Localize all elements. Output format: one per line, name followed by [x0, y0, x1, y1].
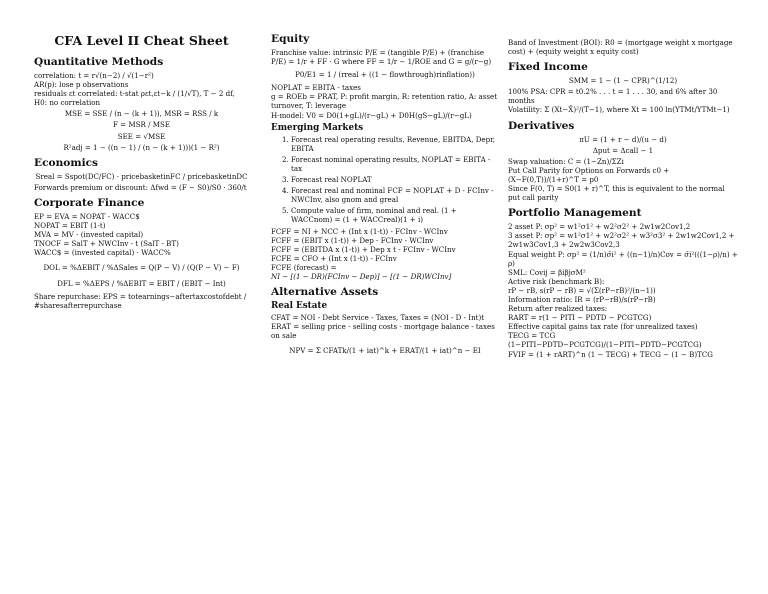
- corp-line: WACC$ = (invested capital) · WACC%: [34, 248, 171, 258]
- put-call-parity: Put Call Parity for Options on Forwards c0 + (X−F(0,T))/(1+r)^T = p0: [508, 165, 670, 184]
- r2adj-formula: R²adj = 1 − ((n − 1) / (n − (k + 1)))(1 − R²): [63, 142, 220, 152]
- list-item: 1. Forecast real operating results, Revenue, EBITDA, Depr, EBITA: [291, 135, 499, 153]
- list-item: 3. Forecast real NOPLAT: [291, 175, 499, 184]
- repurchase-formula: Share repurchase: EPS = totearnings−aftertaxcostofdebt / #sharesafterrepurchase: [34, 291, 247, 310]
- derivatives-heading: Derivatives: [508, 119, 575, 132]
- pm-line: Information ratio: IR = (rP−rB)/s(rP−rB): [508, 294, 656, 304]
- column-1: [34, 30, 249, 310]
- corp-heading: Corporate Finance: [34, 196, 145, 209]
- delta-put-formula: Δput = Δcall − 1: [592, 145, 654, 155]
- column-2: [271, 30, 499, 357]
- pm-line: 3 asset P: σp² = w1²σ1² + w2²σ2² + w3²σ3² + 2w1w2Cov1,2 + 2w1w3Cov1,3 + 2w2w3Cov2,3: [508, 231, 735, 250]
- corp-line: TNOCF = SalT + NWCInv - t (SalT - BT): [34, 239, 179, 249]
- correlation-formula: correlation: t = r√(n−2) / √(1−r²): [34, 71, 154, 80]
- residuals-note: residuals εt correlated: t-stat ρεt,εt−k / (1/√T), T − 2 df, H0: no correlation: [34, 89, 235, 108]
- npv-formula: NPV = Σ CFATk/(1 + iat)^k + ERAT/(1 + iat)^n − EI: [289, 346, 481, 356]
- pm-line: Effective capital gains tax rate (for unrealized taxes): [508, 322, 698, 332]
- see-formula: SEE = √MSE: [117, 131, 166, 141]
- fcf-line: FCFE (forecast) =: [271, 262, 337, 272]
- volatility-formula: Volatility: Σ (Xt−X̄)²/(T−1), where Xt = 100 ln(YTMt/YTMt−1): [508, 105, 730, 115]
- fcf-line: NI − [(1 − DR)(FCInv − Dep)] − [(1 − DR)WCInv]: [271, 271, 452, 281]
- franchise-value: Franchise value: intrinsic P/E = (tangible P/E) + (franchise P/E) = 1/r + FF · G where FF = 1/r − 1/ROE and G = g/(r−g): [271, 48, 492, 67]
- fixed-income-heading: Fixed Income: [508, 61, 588, 74]
- mse-formula: MSE = SSE / (n − (k + 1)), MSR = RSS / k: [64, 109, 219, 119]
- fcf-line: FCFF = (EBITDA x (1-t)) + Dep x t - FCInv - WCInv: [271, 244, 456, 254]
- quant-heading: Quantitative Methods: [34, 56, 164, 68]
- smm-formula: SMM = 1 − (1 − CPR)^(1/12): [568, 76, 678, 86]
- p0-e1-formula: P0/E1 = 1 / (rreal + ((1 − flowthrough)rinflation)): [295, 70, 475, 80]
- fcf-line: FCFF = NI + NCC + (Int x (1-t)) - FCInv - WCInv: [271, 226, 448, 236]
- fcf-line: FCFF = (EBIT x (1-t)) + Dep - FCInv - WCInv: [271, 235, 434, 245]
- h-model-formula: H-model: V0 = D0(1+gL)/(r−gL) + D0H(gS−gL)/(r−gL): [271, 110, 472, 120]
- noplat-formula: NOPLAT = EBITA - taxes: [271, 83, 361, 93]
- put-call-note: Since F(0, T) = S0(1 + r)^T, this is equivalent to the normal put call parity: [508, 184, 725, 203]
- list-item: 2. Forecast nominal operating results, NOPLAT = EBITA - tax: [291, 155, 499, 173]
- emerging-steps: [271, 135, 499, 225]
- boi-formula: Band of Investment (BOI): R0 = (mortgage weight x mortgage cost) + (equity weight x equity cost): [508, 38, 733, 57]
- corp-line: MVA = MV - (invested capital): [34, 230, 144, 240]
- alt-heading: Alternative Assets: [271, 286, 379, 299]
- real-estate-heading: Real Estate: [271, 301, 328, 312]
- psa-formula: 100% PSA: CPR = t0.2% . . . t = 1 . . . 30, and 6% after 30 months: [508, 87, 718, 106]
- ar-note: AR(p): lose p observations: [34, 80, 129, 90]
- equity-heading: Equity: [271, 33, 310, 45]
- list-item: 4. Forecast real and nominal FCF = NOPLAT + D - FCInv - NWCInv, also gnom and greal: [291, 186, 499, 204]
- pm-line: rP − rB, s(rP − rB) = √(Σ(rP−rB)²/(n−1)): [508, 285, 656, 295]
- pi-u-formula: πU = (1 + r − d)/(u − d): [579, 134, 667, 144]
- econ-heading: Economics: [34, 156, 99, 169]
- pm-line: 2 asset P: σp² = w1²σ1² + w2²σ2² + 2w1w2Cov1,2: [508, 222, 691, 232]
- f-formula: F = MSR / MSE: [112, 120, 171, 130]
- column-3: [508, 30, 738, 359]
- swap-formula: Swap valuation: C = (1−Zn)/ΣZi: [508, 156, 624, 166]
- sreal-formula: Sreal = Sspot(DC/FC) · pricebasketinFC / pricebasketinDC: [35, 171, 248, 181]
- cfat-formula: CFAT = NOI - Debt Service - Taxes, Taxes = (NOI - D - Int)t: [271, 313, 485, 323]
- pm-line: RART = r(1 − PITI − PDTD − PCGTCG): [508, 313, 652, 323]
- emerging-heading: Emerging Markets: [271, 122, 364, 133]
- erat-formula: ERAT = selling price - selling costs - mortgage balance - taxes on sale: [271, 322, 495, 341]
- list-item: 5. Compute value of firm, nominal and real. (1 + WACCnom) = (1 + WACCreal)(1 + i): [291, 206, 499, 224]
- page-title: CFA Level II Cheat Sheet: [54, 33, 229, 48]
- pm-line: SML: Covij = βiβjσM²: [508, 267, 586, 277]
- dfl-formula: DFL = %ΔEPS / %ΔEBIT = EBIT / (EBIT − Int): [57, 278, 226, 288]
- corp-line: EP = EVA = NOPAT - WACC$: [34, 211, 140, 221]
- pm-line: Active risk (benchmark B):: [508, 276, 605, 286]
- corp-line: NOPAT = EBIT (1-t): [34, 221, 106, 231]
- pm-line: Return after realized taxes:: [508, 304, 608, 314]
- portfolio-heading: Portfolio Management: [508, 207, 642, 220]
- growth-formula: g = ROEb = PRAT, P: profit margin, R: retention ratio, A: asset turnover, T: leverage: [271, 92, 498, 111]
- forward-premium-formula: Forwards premium or discount: Δfwd = (F − S0)/S0 · 360/t: [34, 182, 247, 192]
- pm-line: TECG = TCG (1−PITI−PDTD−PCGTCG)/(1−PITI−PDTD−PCGTCG): [508, 331, 702, 350]
- pm-line: Equal weight P: σp² = (1/n)σ̄i² + ((n−1)/n)Cov = σ̄i²(((1−ρ)/n) + ρ): [508, 249, 738, 268]
- fcf-line: FCFE = CFO + (Int x (1-t)) - FCInv: [271, 253, 397, 263]
- dol-formula: DOL = %ΔEBIT / %ΔSales = Q(P − V) / (Q(P − V) − F): [43, 263, 240, 273]
- pm-line: FVIF = (1 + rART)^n (1 − TECG) + TECG − (1 − B)TCG: [508, 349, 713, 359]
